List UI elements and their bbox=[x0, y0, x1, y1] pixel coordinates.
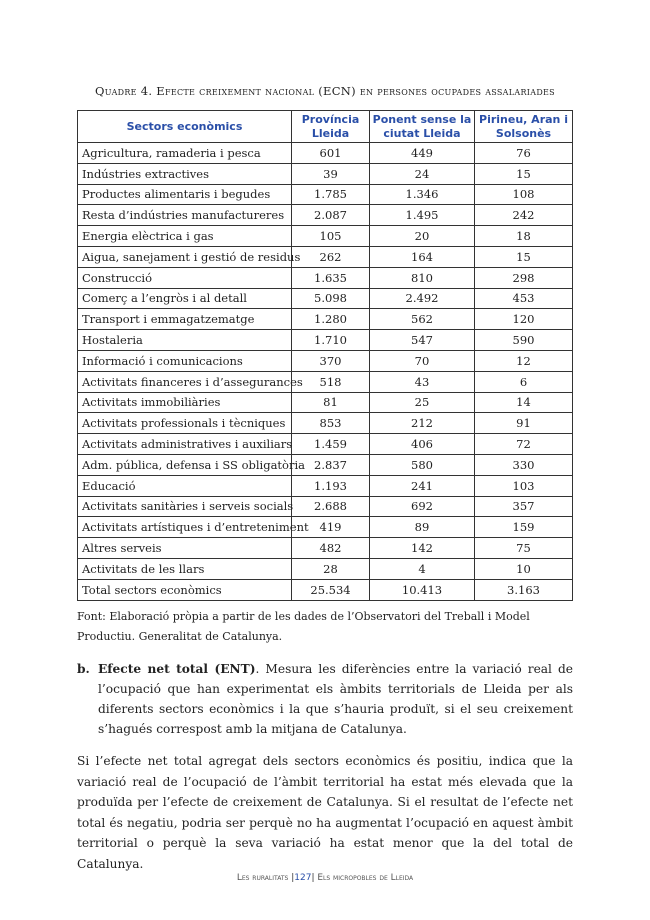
table-row bbox=[78, 558, 573, 579]
value-cell: 853 bbox=[292, 413, 370, 434]
table-row bbox=[78, 246, 573, 267]
table-row bbox=[78, 226, 573, 247]
sector-cell: Energia elèctrica i gas bbox=[78, 226, 292, 247]
table-row bbox=[78, 350, 573, 371]
value-cell: 103 bbox=[475, 475, 573, 496]
value-cell: 12 bbox=[475, 350, 573, 371]
sector-cell: Activitats administratives i auxiliars bbox=[78, 434, 292, 455]
table-row bbox=[78, 517, 573, 538]
value-cell: 590 bbox=[475, 330, 573, 351]
value-cell: 1.635 bbox=[292, 267, 370, 288]
sector-cell: Hostaleria bbox=[78, 330, 292, 351]
value-cell: 449 bbox=[370, 143, 475, 164]
body-paragraph: Si l’efecte net total agregat dels sectors econòmics és positiu, indica que la variació real de l’ocupació de l’àmbit territorial ha estat més elevada que la produïda per l’efecte de creixement de Catalunya. Si el resultat de l’efecte net total és negatiu, podria ser perquè no ha augmentat l’ocupació en aquest àmbit territorial o perquè la seva variació ha estat menor que la del total de Catalunya. bbox=[77, 754, 573, 871]
footer-sep-2: | bbox=[311, 873, 315, 883]
value-cell: 28 bbox=[292, 558, 370, 579]
sector-cell: Productes alimentaris i begudes bbox=[78, 184, 292, 205]
value-cell: 72 bbox=[475, 434, 573, 455]
value-cell: 2.087 bbox=[292, 205, 370, 226]
value-cell: 547 bbox=[370, 330, 475, 351]
table-row bbox=[78, 538, 573, 559]
table-row bbox=[78, 184, 573, 205]
item-b-text bbox=[98, 659, 573, 739]
value-cell: 10.413 bbox=[370, 579, 475, 600]
sector-cell: Transport i emmagatzematge bbox=[78, 309, 292, 330]
table-row bbox=[78, 267, 573, 288]
table-header-row bbox=[78, 111, 573, 143]
page-footer bbox=[0, 873, 650, 883]
value-cell: 1.785 bbox=[292, 184, 370, 205]
value-cell: 692 bbox=[370, 496, 475, 517]
value-cell: 2.837 bbox=[292, 454, 370, 475]
header-provincia-lleida: Província Lleida bbox=[292, 111, 370, 143]
value-cell: 1.459 bbox=[292, 434, 370, 455]
value-cell: 15 bbox=[475, 246, 573, 267]
value-cell: 453 bbox=[475, 288, 573, 309]
value-cell: 43 bbox=[370, 371, 475, 392]
table-row bbox=[78, 434, 573, 455]
value-cell: 1.280 bbox=[292, 309, 370, 330]
table-row bbox=[78, 392, 573, 413]
value-cell: 562 bbox=[370, 309, 475, 330]
value-cell: 75 bbox=[475, 538, 573, 559]
value-cell: 108 bbox=[475, 184, 573, 205]
source-note: Font: Elaboració pròpia a partir de les dades de l’Observatori del Treball i Model Productiu. Generalitat de Catalunya. bbox=[77, 610, 530, 643]
sector-cell: Informació i comunicacions bbox=[78, 350, 292, 371]
value-cell: 91 bbox=[475, 413, 573, 434]
sector-cell: Comerç a l’engròs i al detall bbox=[78, 288, 292, 309]
sector-cell: Resta d’indústries manufactureres bbox=[78, 205, 292, 226]
value-cell: 120 bbox=[475, 309, 573, 330]
table-row bbox=[78, 371, 573, 392]
value-cell: 212 bbox=[370, 413, 475, 434]
sector-cell: Activitats sanitàries i serveis socials bbox=[78, 496, 292, 517]
item-b-label: b. bbox=[77, 662, 90, 676]
value-cell: 241 bbox=[370, 475, 475, 496]
footer-left: Les ruralitats bbox=[236, 873, 289, 883]
table-row bbox=[78, 330, 573, 351]
value-cell: 14 bbox=[475, 392, 573, 413]
value-cell: 482 bbox=[292, 538, 370, 559]
table-row bbox=[78, 413, 573, 434]
value-cell: 518 bbox=[292, 371, 370, 392]
item-b-body: . Mesura les diferències entre la variació real de l’ocupació que han experimentat els àmbits territorials de Lleida per als diferents sectors econòmics i la que s’hauria produït, si el seu creixement s’hagués correspost amb la mitjana de Catalunya. bbox=[98, 662, 573, 736]
value-cell: 18 bbox=[475, 226, 573, 247]
value-cell: 3.163 bbox=[475, 579, 573, 600]
sector-cell: Activitats professionals i tècniques bbox=[78, 413, 292, 434]
sector-cell: Activitats artístiques i d’entreteniment bbox=[78, 517, 292, 538]
sector-cell: Altres serveis bbox=[78, 538, 292, 559]
header-pirineu: Pirineu, Aran i Solsonès bbox=[475, 111, 573, 143]
value-cell: 39 bbox=[292, 163, 370, 184]
sector-cell: Educació bbox=[78, 475, 292, 496]
sector-cell: Total sectors econòmics bbox=[78, 579, 292, 600]
value-cell: 10 bbox=[475, 558, 573, 579]
value-cell: 298 bbox=[475, 267, 573, 288]
sector-cell: Construcció bbox=[78, 267, 292, 288]
value-cell: 164 bbox=[370, 246, 475, 267]
value-cell: 262 bbox=[292, 246, 370, 267]
value-cell: 25 bbox=[370, 392, 475, 413]
table-row bbox=[78, 288, 573, 309]
item-b-term: Efecte net total (ENT) bbox=[98, 662, 256, 676]
header-sectors: Sectors econòmics bbox=[78, 111, 292, 143]
sector-cell: Activitats de les llars bbox=[78, 558, 292, 579]
value-cell: 330 bbox=[475, 454, 573, 475]
table-row bbox=[78, 309, 573, 330]
value-cell: 580 bbox=[370, 454, 475, 475]
value-cell: 2.492 bbox=[370, 288, 475, 309]
footer-sep-1: | bbox=[291, 873, 295, 883]
value-cell: 70 bbox=[370, 350, 475, 371]
value-cell: 15 bbox=[475, 163, 573, 184]
value-cell: 76 bbox=[475, 143, 573, 164]
table-row bbox=[78, 454, 573, 475]
value-cell: 4 bbox=[370, 558, 475, 579]
sector-cell: Adm. pública, defensa i SS obligatòria bbox=[78, 454, 292, 475]
value-cell: 159 bbox=[475, 517, 573, 538]
sector-cell: Aigua, sanejament i gestió de residus bbox=[78, 246, 292, 267]
value-cell: 357 bbox=[475, 496, 573, 517]
data-table bbox=[77, 110, 573, 601]
table-row bbox=[78, 496, 573, 517]
value-cell: 142 bbox=[370, 538, 475, 559]
table-row bbox=[78, 475, 573, 496]
table-caption: Quadre 4. Efecte creixement nacional (ECN) en persones ocupades assalariades bbox=[95, 84, 555, 98]
value-cell: 601 bbox=[292, 143, 370, 164]
value-cell: 1.495 bbox=[370, 205, 475, 226]
table-row bbox=[78, 143, 573, 164]
value-cell: 6 bbox=[475, 371, 573, 392]
value-cell: 5.098 bbox=[292, 288, 370, 309]
value-cell: 105 bbox=[292, 226, 370, 247]
value-cell: 1.193 bbox=[292, 475, 370, 496]
table-row bbox=[78, 205, 573, 226]
value-cell: 1.346 bbox=[370, 184, 475, 205]
value-cell: 810 bbox=[370, 267, 475, 288]
sector-cell: Activitats financeres i d’assegurances bbox=[78, 371, 292, 392]
table-row bbox=[78, 579, 573, 600]
value-cell: 89 bbox=[370, 517, 475, 538]
value-cell: 242 bbox=[475, 205, 573, 226]
sector-cell: Agricultura, ramaderia i pesca bbox=[78, 143, 292, 164]
value-cell: 1.710 bbox=[292, 330, 370, 351]
sector-cell: Activitats immobiliàries bbox=[78, 392, 292, 413]
value-cell: 81 bbox=[292, 392, 370, 413]
sector-cell: Indústries extractives bbox=[78, 163, 292, 184]
table-row bbox=[78, 163, 573, 184]
value-cell: 419 bbox=[292, 517, 370, 538]
value-cell: 370 bbox=[292, 350, 370, 371]
value-cell: 2.688 bbox=[292, 496, 370, 517]
header-ponent: Ponent sense la ciutat Lleida bbox=[370, 111, 475, 143]
value-cell: 20 bbox=[370, 226, 475, 247]
page-number: 127 bbox=[294, 873, 312, 883]
value-cell: 24 bbox=[370, 163, 475, 184]
footer-right: Els micropobles de Lleida bbox=[317, 873, 414, 883]
value-cell: 25.534 bbox=[292, 579, 370, 600]
item-b bbox=[77, 659, 573, 739]
value-cell: 406 bbox=[370, 434, 475, 455]
